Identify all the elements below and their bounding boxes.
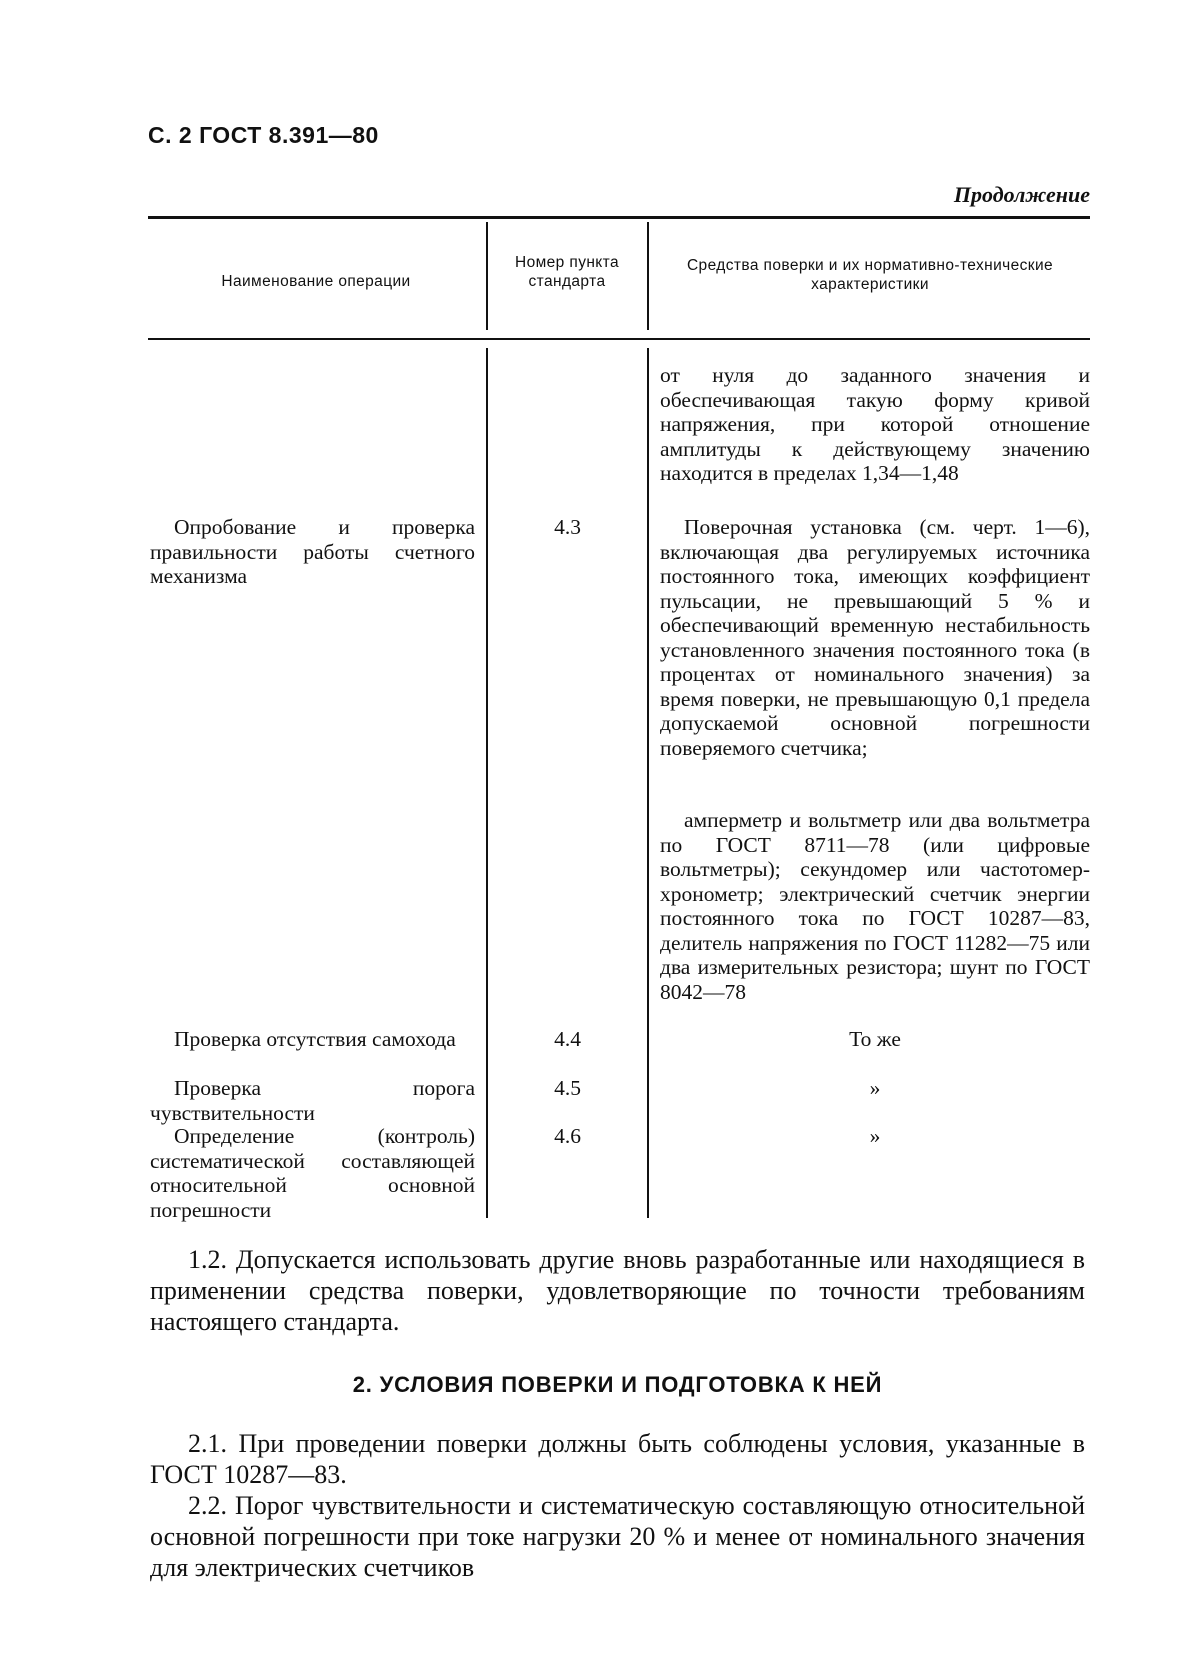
table-cell-means: То же — [849, 1027, 901, 1051]
table-top-rule — [148, 216, 1090, 219]
table-divider-2-body — [647, 348, 649, 1218]
section-2-title: 2. УСЛОВИЯ ПОВЕРКИ И ПОДГОТОВКА К НЕЙ — [352, 1372, 883, 1397]
table-cell-clause: 4.4 — [554, 1027, 581, 1051]
table-header-rule — [148, 338, 1090, 340]
column-header-means: Средства поверки и их нормативно-технические характеристики — [686, 257, 1054, 293]
table-cell-means: Поверочная установка (см. черт. 1—6), включающая два регулируемых источника постоянного тока, имеющих коэффициент пульсации, не превышающий 5 % и обеспечивающий временную нестабильность установленного значения постоянного тока (в процентах от номинального значения) за время поверки, не превышающую 0,1 предела допускаемой основной погрешности поверяемого счетчика; — [660, 515, 1090, 760]
table-cell-carry-over: от нуля до заданного значения и обеспечивающая такую форму кривой напряжения, при которой отношение амплитуды к действующему значению находится в пределах 1,34—1,48 — [660, 363, 1090, 485]
table-cell-means: » — [869, 1124, 881, 1148]
table-cell-operation: Определение (контроль) систематической составляющей относительной основной погрешности — [150, 1124, 475, 1222]
table-cell-clause: 4.5 — [554, 1076, 581, 1100]
page-header: С. 2 ГОСТ 8.391—80 — [148, 122, 379, 148]
table-cell-operation: Опробование и проверка правильности работы счетного механизма — [150, 515, 475, 588]
column-header-operation: Наименование операции — [221, 273, 411, 290]
table-divider-1 — [486, 222, 488, 330]
column-header-clause: Номер пункта стандарта — [514, 254, 620, 290]
table-cell-means: амперметр и вольтметр или два вольтметра по ГОСТ 8711—78 (или цифровые вольтметры); секундомер или частотомер-хронометр; электрический счетчик энергии постоянного тока по ГОСТ 10287—83, делитель напряжения по ГОСТ 11282—75 или два измерительных резистора; шунт по ГОСТ 8042—78 — [660, 808, 1090, 1004]
table-cell-operation: Проверка порога чувствительности — [150, 1076, 475, 1125]
table-divider-2 — [647, 222, 649, 330]
paragraph-1-2: 1.2. Допускается использовать другие вновь разработанные или находящиеся в применении средства поверки, удовлетворяющие по точности требованиям настоящего стандарта. — [150, 1245, 1085, 1336]
paragraph-2-1: 2.1. При проведении поверки должны быть соблюдены условия, указанные в ГОСТ 10287—83. — [150, 1429, 1085, 1489]
table-cell-means: » — [869, 1076, 881, 1100]
paragraph-2-2: 2.2. Порог чувствительности и систематическую составляющую относительной основной погрешности при токе нагрузки 20 % и менее от номинального значения для электрических счетчиков — [150, 1491, 1085, 1582]
table-cell-clause: 4.3 — [554, 515, 581, 539]
continuation-label: Продолжение — [953, 182, 1090, 207]
table-cell-operation: Проверка отсутствия самохода — [174, 1027, 456, 1051]
table-cell-clause: 4.6 — [554, 1124, 581, 1148]
table-divider-1-body — [486, 348, 488, 1218]
